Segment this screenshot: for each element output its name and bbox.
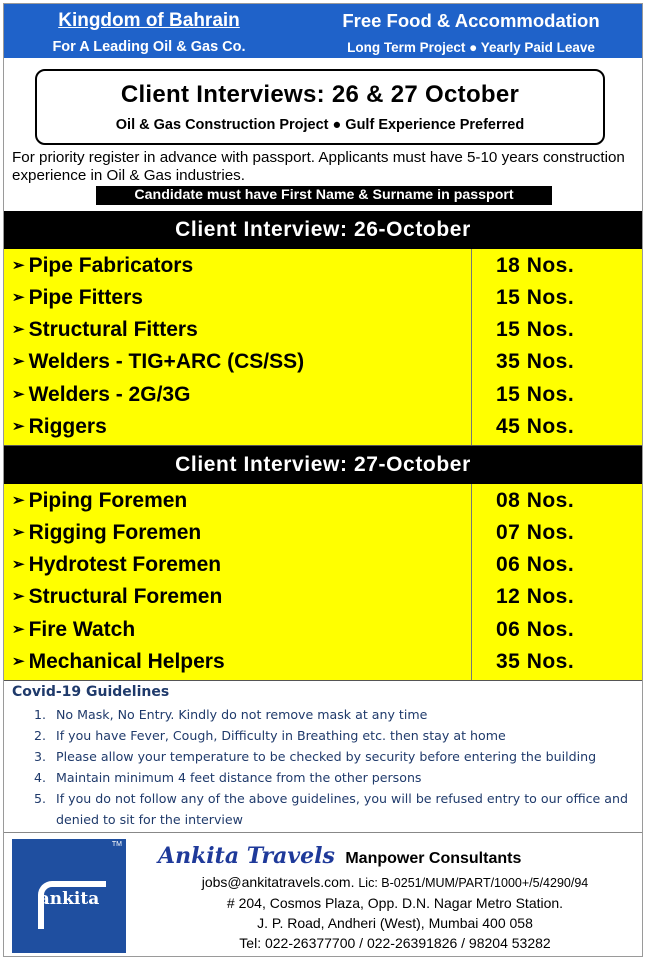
count-cell: 15 Nos. (496, 286, 575, 309)
item-number: 5. (34, 791, 47, 806)
role-cell (12, 489, 187, 513)
count-cell: 18 Nos. (496, 254, 575, 277)
role-cell (12, 286, 143, 310)
table-row (4, 647, 642, 679)
section-heading-27-october: Client Interview: 27-October (4, 446, 642, 484)
table-row (4, 347, 642, 379)
brand-line (158, 843, 521, 869)
role-label: Rigging Foremen (28, 521, 202, 544)
telephone-line: Tel: 022-26377700 / 022-26391826 / 98204 53282 (239, 935, 551, 951)
role-cell (12, 650, 225, 674)
arrow-bullet-icon: ➢ (12, 621, 25, 638)
item-text: If you have Fever, Cough, Difficulty in Breathing etc. then stay at home (56, 728, 506, 743)
section-body-27-october (4, 484, 642, 681)
role-label: Welders - TIG+ARC (CS/SS) (28, 350, 305, 373)
arrow-bullet-icon: ➢ (12, 418, 25, 435)
count-cell: 35 Nos. (496, 650, 575, 673)
ankita-logo (12, 839, 126, 953)
covid-guidelines (12, 684, 642, 830)
table-row (4, 582, 642, 614)
role-cell (12, 585, 222, 609)
location-title: Kingdom of Bahrain (58, 10, 240, 31)
list-item (12, 746, 642, 767)
item-text: Please allow your temperature to be checked by security before entering the building (56, 749, 597, 764)
role-label: Hydrotest Foremen (28, 553, 222, 576)
item-text: Maintain minimum 4 feet distance from the other persons (56, 770, 422, 785)
contact-block (160, 872, 630, 953)
role-label: Pipe Fabricators (28, 254, 194, 277)
table-row (4, 486, 642, 518)
count-cell: 07 Nos. (496, 521, 575, 544)
arrow-bullet-icon: ➢ (12, 353, 25, 370)
role-cell (12, 318, 198, 342)
table-row (4, 518, 642, 550)
role-label: Piping Foremen (28, 489, 188, 512)
section-body-26-october (4, 249, 642, 446)
list-item (12, 767, 642, 788)
item-number: 2. (34, 728, 47, 743)
item-number: 1. (34, 707, 47, 722)
count-cell: 06 Nos. (496, 553, 575, 576)
role-label: Riggers (28, 415, 107, 438)
table-row (4, 251, 642, 283)
header-banner (4, 4, 642, 58)
arrow-bullet-icon: ➢ (12, 321, 25, 338)
role-cell (12, 415, 107, 439)
license-number: Lic: B-0251/MUM/PART/1000+/5/4290/94 (358, 876, 589, 890)
role-label: Structural Foremen (28, 585, 223, 608)
list-item (12, 725, 642, 746)
count-cell: 12 Nos. (496, 585, 575, 608)
role-cell (12, 553, 221, 577)
arrow-bullet-icon: ➢ (12, 653, 25, 670)
table-row (4, 283, 642, 315)
item-text: If you do not follow any of the above guidelines, you will be refused entry to our office and denied to sit for the interview (56, 791, 628, 827)
covid-list (12, 704, 642, 830)
section-heading-26-october: Client Interview: 26-October (4, 211, 642, 249)
interview-dates-box (35, 69, 605, 145)
arrow-bullet-icon: ➢ (12, 588, 25, 605)
table-row (4, 412, 642, 444)
brand-name: Ankita Travels (158, 843, 335, 869)
count-cell: 15 Nos. (496, 318, 575, 341)
role-label: Mechanical Helpers (28, 650, 225, 673)
header-right (300, 4, 642, 58)
role-label: Pipe Fitters (28, 286, 143, 309)
role-label: Fire Watch (28, 618, 136, 641)
count-cell: 06 Nos. (496, 618, 575, 641)
address-line-2: J. P. Road, Andheri (West), Mumbai 400 058 (257, 915, 533, 931)
company-subtitle: For A Leading Oil & Gas Co. (52, 39, 246, 55)
role-cell (12, 521, 201, 545)
arrow-bullet-icon: ➢ (12, 492, 25, 509)
address-line-1: # 204, Cosmos Plaza, Opp. D.N. Nagar Metro Station. (226, 895, 564, 911)
role-cell (12, 350, 304, 374)
role-label: Structural Fitters (28, 318, 198, 341)
table-row (4, 315, 642, 347)
list-item (12, 704, 642, 725)
registration-notice: For priority register in advance with passport. Applicants must have 5-10 years construction experience in Oil & Gas industries. (12, 149, 625, 184)
count-cell: 15 Nos. (496, 383, 575, 406)
item-number: 4. (34, 770, 47, 785)
passport-requirement: Candidate must have First Name & Surname in passport (96, 186, 552, 205)
covid-title: Covid-19 Guidelines (12, 684, 170, 700)
email-lic-line (160, 872, 630, 893)
arrow-bullet-icon: ➢ (12, 289, 25, 306)
table-row (4, 550, 642, 582)
role-cell (12, 383, 190, 407)
benefits-title: Free Food & Accommodation (342, 10, 600, 31)
role-cell (12, 254, 193, 278)
table-row (4, 615, 642, 647)
table-row (4, 380, 642, 412)
logo-wordmark: ankita (38, 889, 100, 909)
arrow-bullet-icon: ➢ (12, 524, 25, 541)
count-cell: 08 Nos. (496, 489, 575, 512)
arrow-bullet-icon: ➢ (12, 386, 25, 403)
item-number: 3. (34, 749, 47, 764)
list-item (12, 788, 642, 830)
item-text: No Mask, No Entry. Kindly do not remove mask at any time (56, 707, 428, 722)
header-left (4, 4, 294, 58)
role-cell (12, 618, 135, 642)
role-label: Welders - 2G/3G (28, 383, 191, 406)
footer-divider (4, 832, 642, 833)
arrow-bullet-icon: ➢ (12, 556, 25, 573)
email-link[interactable]: jobs@ankitatravels.com. (201, 874, 355, 890)
arrow-bullet-icon: ➢ (12, 257, 25, 274)
project-description: Oil & Gas Construction Project ● Gulf Experience Preferred (115, 117, 525, 133)
count-cell: 35 Nos. (496, 350, 575, 373)
benefits-subtitle: Long Term Project ● Yearly Paid Leave (347, 40, 595, 55)
interview-dates-title: Client Interviews: 26 & 27 October (120, 81, 520, 108)
logo-trademark: TM (111, 841, 122, 848)
brand-subtitle: Manpower Consultants (345, 850, 522, 867)
count-cell: 45 Nos. (496, 415, 575, 438)
